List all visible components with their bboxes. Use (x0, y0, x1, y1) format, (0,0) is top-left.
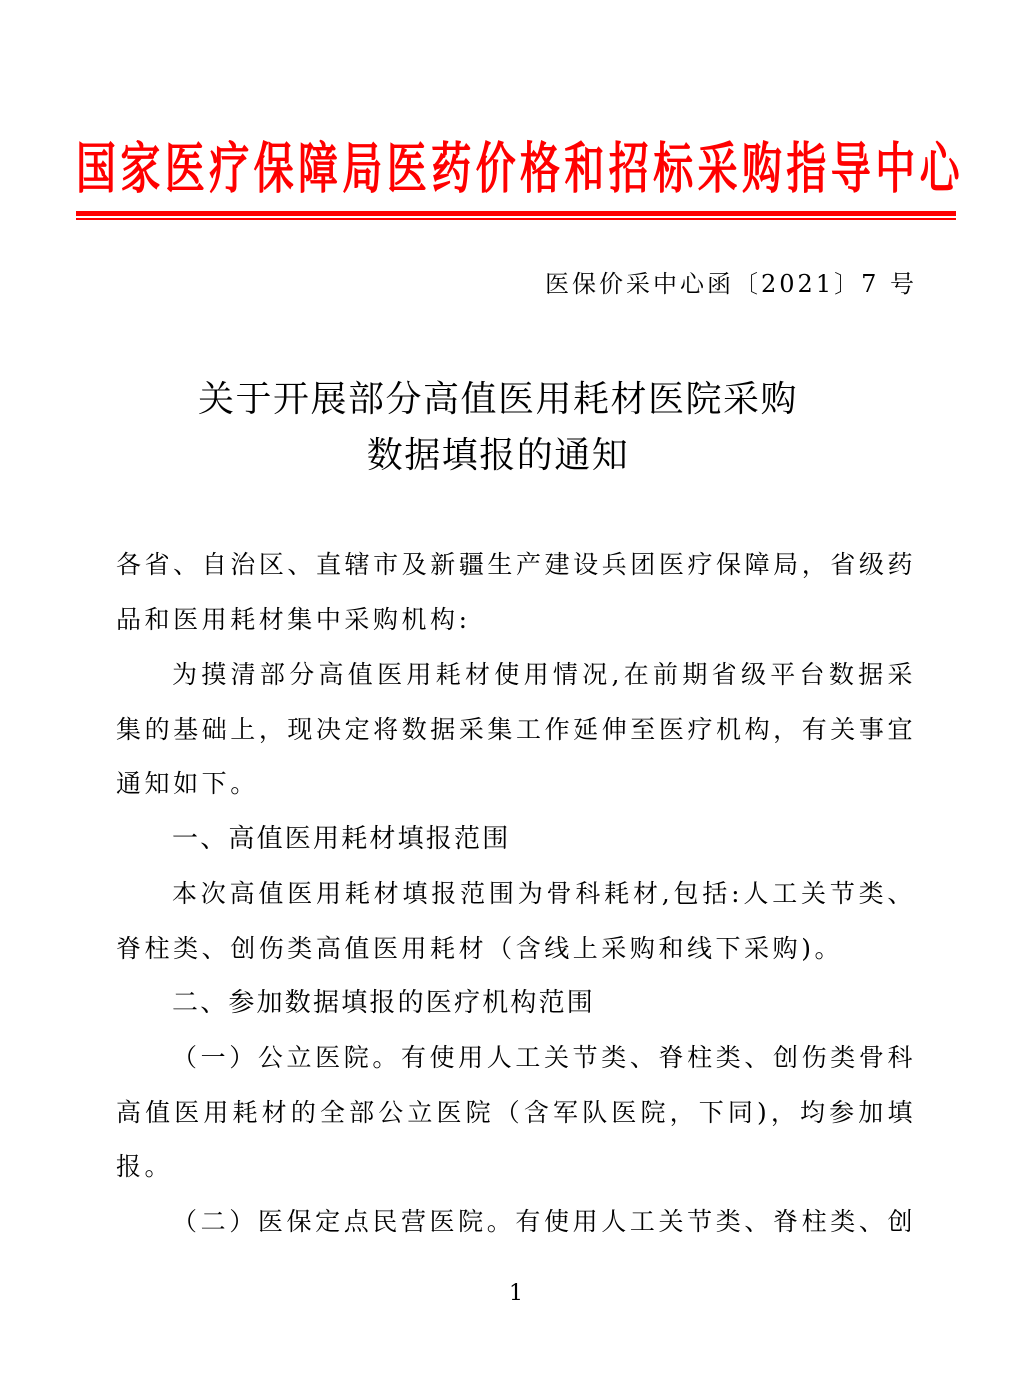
masthead-thick-red-rule (76, 211, 956, 216)
section-1-line-2: 脊柱类、创伤类高值医用耗材（含线上采购和线下采购)。 (116, 934, 844, 963)
section-1-heading: 一、高值医用耗材填报范围 (172, 824, 511, 854)
section-2-item-1-line-3: 报。 (116, 1152, 174, 1181)
salutation-line-1: 各省、自治区、直辖市及新疆生产建设兵团医疗保障局，省级药 (116, 550, 916, 579)
salutation-line-2: 品和医用耗材集中采购机构: (116, 605, 471, 634)
masthead (76, 137, 964, 202)
document-title-line-1: 关于开展部分高值医用耗材医院采购 (197, 379, 798, 420)
page-number: 1 (509, 1281, 523, 1306)
intro-line-2: 集的基础上，现决定将数据采集工作延伸至医疗机构，有关事宜 (116, 715, 916, 744)
section-2-item-1-line-1: （一）公立医院。有使用人工关节类、脊柱类、创伤类骨科 (172, 1043, 916, 1072)
section-2-item-1-line-2: 高值医用耗材的全部公立医院（含军队医院，下同)，均参加填 (116, 1098, 916, 1127)
intro-line-3: 通知如下。 (116, 769, 259, 798)
section-2-heading: 二、参加数据填报的医疗机构范围 (172, 988, 596, 1018)
intro-line-1: 为摸清部分高值医用耗材使用情况,在前期省级平台数据采 (172, 660, 916, 689)
masthead-thin-red-rule (76, 218, 956, 220)
section-2-item-2-line-1: （二）医保定点民营医院。有使用人工关节类、脊柱类、创 (172, 1207, 916, 1236)
masthead-org-name: 国家医疗保障局医药价格和招标采购指导中心 (76, 137, 964, 202)
section-1-line-1: 本次高值医用耗材填报范围为骨科耗材,包括:人工关节类、 (172, 879, 916, 908)
document-title-line-2: 数据填报的通知 (366, 435, 630, 476)
document-number: 医保价采中心函〔2021〕7 号 (545, 270, 917, 298)
